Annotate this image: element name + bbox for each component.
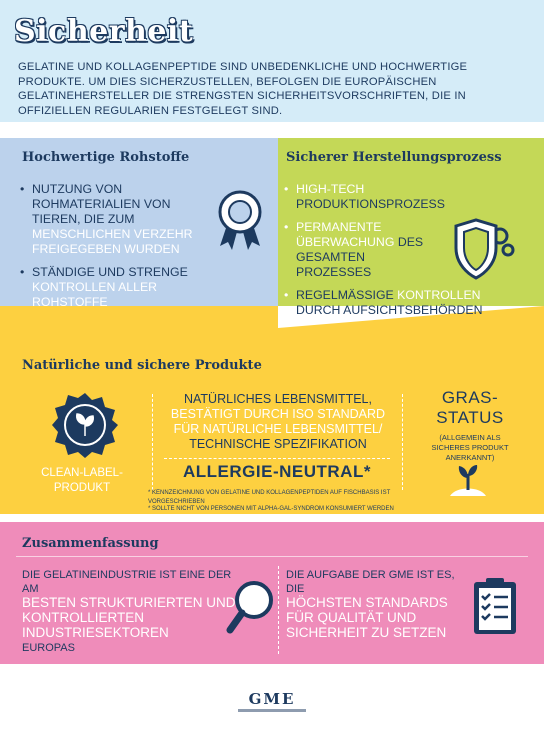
- prozess-item3-text-2: DURCH AUFSICHTSBEHÖRDEN: [296, 303, 483, 317]
- produkte-heading: Natürliche und sichere Produkte: [22, 358, 262, 373]
- magnifier-icon: [226, 580, 276, 636]
- list-item: • STÄNDIGE UND STRENGE KONTROLLEN ALLER ROHSTOFFE: [20, 265, 188, 309]
- prozess-heading: Sicherer Herstellungsprozess: [286, 150, 502, 165]
- natural-line-3: TECHNISCHE SPEZIFIKATION: [189, 437, 367, 451]
- gras-status-text: GRAS-STATUS: [436, 388, 504, 427]
- footnote-1: * KENNZEICHNUNG VON GELATINE UND KOLLAGENPEPTIDEN AUF FISCHBASIS IST VORGESCHRIEBEN: [148, 490, 391, 505]
- zusammenfassung-heading: Zusammenfassung: [22, 536, 159, 551]
- allergy-neutral-text: ALLERGIE-NEUTRAL*: [183, 462, 371, 481]
- divider: [278, 566, 280, 654]
- list-item: • NUTZUNG VON ROHMATERIALIEN VON TIEREN, DIE ZUM MENSCHLICHEN VERZEHR FREIGEGEBEN WURDEN: [20, 182, 193, 256]
- leaf-badge-icon: [52, 392, 118, 458]
- clipboard-checklist-icon: [470, 576, 520, 636]
- list-item: • HIGH-TECH PRODUKTIONSPROZESS: [284, 182, 445, 211]
- gme-logo: GME: [248, 690, 296, 708]
- divider: [152, 394, 154, 490]
- rohstoffe-heading: Hochwertige Rohstoffe: [22, 150, 190, 165]
- clean-label-text: CLEAN-LABEL-PRODUKT: [41, 467, 123, 494]
- natural-line-2: BESTÄTIGT DURCH ISO STANDARD FÜR NATÜRLICHE LEBENSMITTEL/: [170, 407, 386, 436]
- prozess-item3-highlight: KONTROLLEN: [397, 288, 481, 302]
- natural-line-1: NATÜRLICHES LEBENSMITTEL,: [183, 392, 372, 406]
- list-item: • REGELMÄSSIGE KONTROLLEN DURCH AUFSICHTSBEHÖRDEN: [284, 288, 483, 317]
- divider: [164, 458, 390, 459]
- list-item: • PERMANENTE ÜBERWACHUNG DES GESAMTEN PROZESSES: [284, 220, 424, 279]
- rohstoffe-list: [20, 182, 204, 318]
- page-title: Sicherheit: [14, 14, 194, 49]
- summary-left-highlight: BESTEN STRUKTURIERTEN UND KONTROLLIERTEN INDUSTRIESEKTOREN: [22, 595, 236, 640]
- prozess-item1-highlight: HIGH-TECH: [296, 182, 365, 196]
- award-rosette-icon: [214, 190, 266, 252]
- prozess-item2-highlight: PERMANENTE ÜBERWACHUNG: [296, 220, 395, 249]
- divider: [402, 394, 404, 490]
- natural-food-text: [160, 392, 396, 452]
- sprout-icon: [448, 462, 488, 498]
- summary-right-highlight: HÖCHSTEN STANDARDS FÜR QUALITÄT UND SICHERHEIT ZU SETZEN: [286, 595, 448, 640]
- rohstoffe-item1-highlight: MENSCHLICHEN VERZEHR FREIGEGEBEN WURDEN: [32, 227, 193, 256]
- prozess-item2-text: DES GESAMTEN PROZESSES: [296, 235, 424, 279]
- intro-text: GELATINE UND KOLLAGENPEPTIDE SIND UNBEDENKLICHE UND HOCHWERTIGE PRODUKTE. UM DIES SICHERZUSTELLEN, BEFOLGEN DIE EUROPÄISCHEN GELATINEHERSTELLER DIE STRENGSTEN SICHERHEITSVORSCHRIFTEN, DIE IN OFFIZIELLEN REGULARIEN FESTGELEGT SIND.: [18, 61, 468, 117]
- summary-left-line-1: DIE GELATINEINDUSTRIE IST EINE DER AM: [22, 569, 232, 595]
- gras-subtext: (ALLGEMEIN ALS SICHERES PRODUKT ANERKANNT): [431, 433, 509, 462]
- logo-underline: [238, 709, 306, 712]
- rohstoffe-item2-highlight: KONTROLLEN ALLER ROHSTOFFE: [32, 280, 158, 309]
- summary-right-text: [286, 568, 474, 641]
- rohstoffe-item1-text: NUTZUNG VON ROHMATERIALIEN VON TIEREN, DIE ZUM: [32, 182, 171, 226]
- divider: [16, 556, 528, 557]
- shield-gear-icon: [448, 218, 518, 280]
- rohstoffe-item2-text: STÄNDIGE UND STRENGE: [32, 265, 188, 279]
- prozess-item3-text: REGELMÄSSIGE: [296, 288, 394, 302]
- summary-right-line-1: DIE AUFGABE DER GME IST ES, DIE: [286, 569, 455, 595]
- summary-left-line-3: EUROPAS: [22, 642, 75, 654]
- footnote-2: * SOLLTE NICHT VON PERSONEN MIT ALPHA-GAL-SYNDROM KONSUMIERT WERDEN: [148, 506, 394, 512]
- prozess-item1-text: PRODUKTIONSPROZESS: [296, 197, 445, 211]
- summary-left-text: [22, 568, 242, 655]
